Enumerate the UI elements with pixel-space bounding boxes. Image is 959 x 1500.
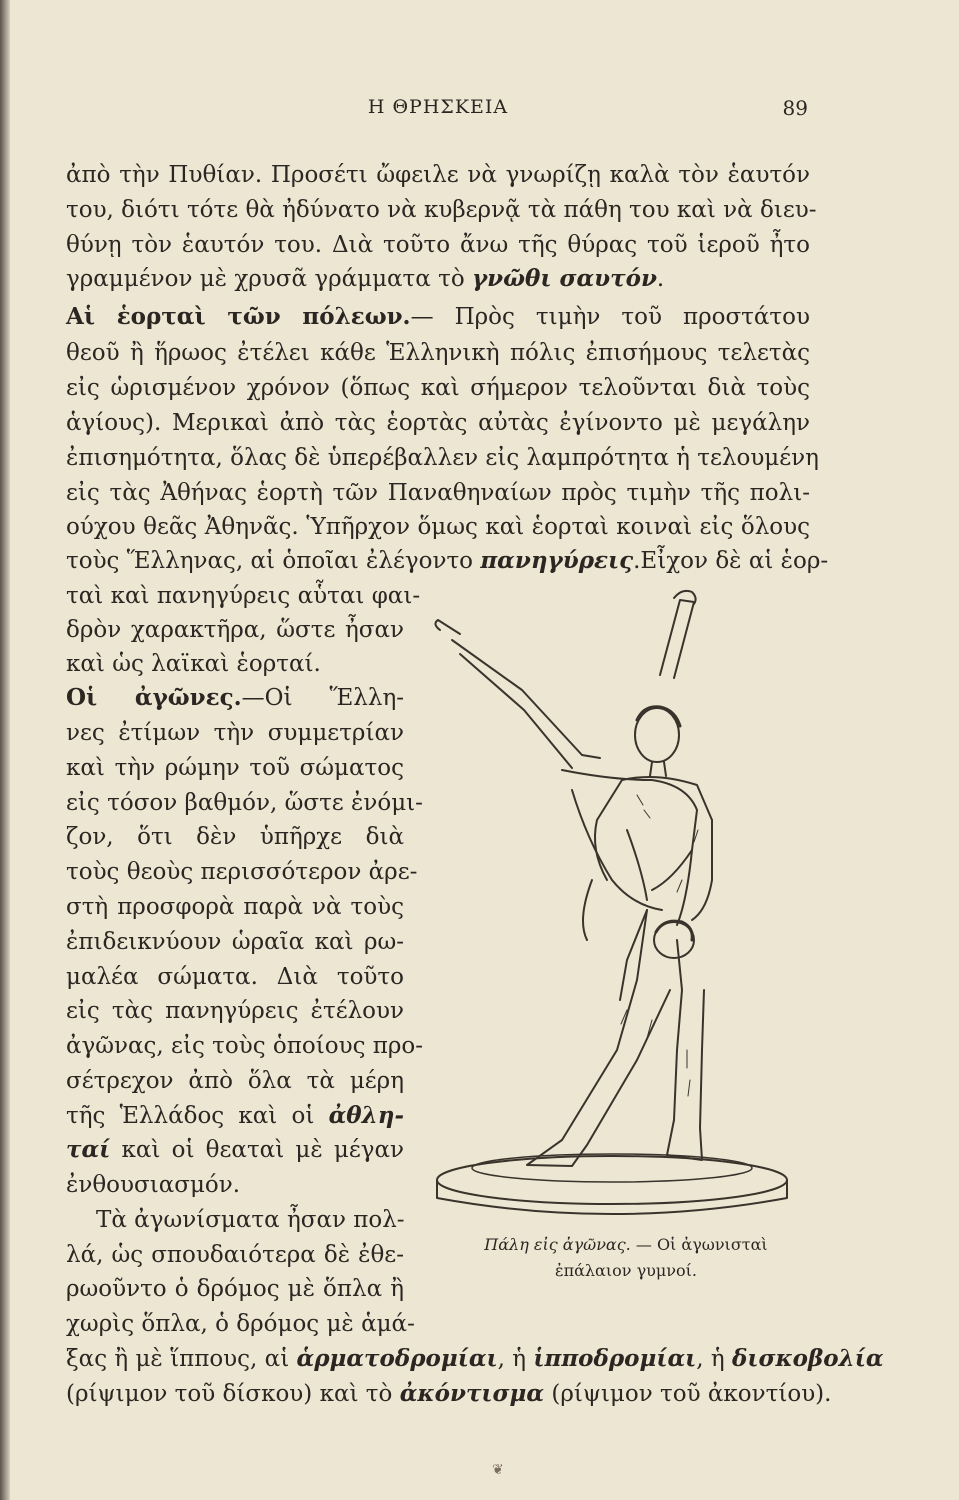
text-line: εἰς ὡρισμένον χρόνον (ὅπως καὶ σήμερον τελοῦνται διὰ τοὺς <box>66 375 810 401</box>
emphasized-term: πανηγύρεις <box>480 547 634 574</box>
emphasized-term: ἀθλη- <box>328 1102 404 1129</box>
text-line: μαλέα σώματα. Διὰ τοῦτο <box>66 964 404 990</box>
text-line: θεοῦ ἢ ἥρωος ἐτέλει κάθε Ἑλληνικὴ πόλις ἐπισήμους τελετὰς <box>66 340 810 366</box>
text-line: νες ἐτίμων τὴν συμμετρίαν <box>66 720 404 746</box>
page-ornament-mark: ❦ <box>492 1462 504 1478</box>
text-line: λά, ὡς σπουδαιότερα δὲ ἐθε- <box>66 1242 404 1268</box>
text-line: χωρὶς ὅπλα, ὁ δρόμος μὲ ἁμά- <box>66 1311 415 1337</box>
text-line: στὴ προσφορὰ παρὰ νὰ τοὺς <box>66 894 404 920</box>
text-line: ἀπὸ τὴν Πυθίαν. Προσέτι ὤφειλε νὰ γνωρίζῃ καλὰ τὸν ἑαυτόν <box>66 162 810 188</box>
section-heading-festivals: Αἱ ἑορταὶ τῶν πόλεων. <box>66 303 411 330</box>
text-line: σέτρεχον ἀπὸ ὅλα τὰ μέρη <box>66 1068 404 1094</box>
emphasized-term: ἱπποδρομίαι <box>533 1345 697 1372</box>
text-line: ἐνθουσιασμόν. <box>66 1172 241 1198</box>
emphasized-phrase: γνῶθι σαυτόν <box>472 265 657 292</box>
text-line: ταὶ καὶ πανηγύρεις αὗται φαι- <box>66 583 421 609</box>
text-line: ρωοῦντο ὁ δρόμος μὲ ὅπλα ἢ <box>66 1276 404 1302</box>
emphasized-term: ἀκόντισμα <box>399 1380 545 1407</box>
text-line: τῆς Ἑλλάδος καὶ οἱ ἀθλη- <box>66 1102 404 1129</box>
text-line: ἁγίους). Μερικαὶ ἀπὸ τὰς ἑορτὰς αὐτὰς ἐγίνοντο μὲ μεγάλην <box>66 410 810 436</box>
text-line: ἐπιδεικνύουν ὡραῖα καὶ ρω- <box>66 929 404 955</box>
book-binding-edge <box>0 0 10 1500</box>
text-line: ζον, ὅτι δὲν ὑπῆρχε διὰ <box>66 824 404 850</box>
text-line: δρὸν χαρακτῆρα, ὥστε ἦσαν <box>66 617 404 643</box>
emphasized-term: ἁρματοδρομίαι <box>296 1345 498 1372</box>
text-line: εἰς τόσον βαθμόν, ὥστε ἐνόμι- <box>66 790 423 816</box>
caption-title: Πάλη εἰς ἀγῶνας. <box>484 1235 631 1254</box>
section-heading-games: Οἱ ἀγῶνες. <box>66 684 242 711</box>
caption-line: Πάλη εἰς ἀγῶνας. — Οἱ ἀγωνισταὶ <box>484 1235 768 1254</box>
text-line: Αἱ ἑορταὶ τῶν πόλεων.— Πρὸς τιμὴν τοῦ προστάτου <box>66 303 810 330</box>
text-line: καὶ ὡς λαϊκαὶ ἑορταί. <box>66 651 321 677</box>
emphasized-term: ταί <box>66 1136 111 1163</box>
text-line: γραμμένον μὲ χρυσᾶ γράμματα τὸ γνῶθι σαυτόν. <box>66 265 665 292</box>
caption-line: ἐπάλαιον γυμνοί. <box>555 1261 697 1280</box>
running-head: Η ΘΡΗΣΚΕΙΑ <box>367 96 509 118</box>
text-line: του, διότι τότε θὰ ἠδύνατο νὰ κυβερνᾷ τὰ πάθη του καὶ νὰ διευ- <box>66 197 817 223</box>
text-line: τοὺς θεοὺς περισσότερον ἀρε- <box>66 859 418 885</box>
text-line: καὶ τὴν ρώμην τοῦ σώματος <box>66 755 404 781</box>
text-line: εἰς τὰς πανηγύρεις ἐτέλουν <box>66 998 404 1024</box>
text-line: εἰς τὰς Ἀθήνας ἑορτὴ τῶν Παναθηναίων πρὸς τιμὴν τῆς πολι- <box>66 480 810 506</box>
text-line: ούχου θεᾶς Ἀθηνᾶς. Ὑπῆρχον ὅμως καὶ ἑορταὶ κοιναὶ εἰς ὅλους <box>66 514 810 540</box>
emphasized-term: δισκοβολία <box>732 1345 884 1372</box>
text-line: ταί καὶ οἱ θεαταὶ μὲ μέγαν <box>66 1136 404 1163</box>
text-line: ἀγῶνας, εἰς τοὺς ὁποίους προ- <box>66 1033 424 1059</box>
text-line: ἐπισημότητα, ὅλας δὲ ὑπερέβαλλεν εἰς λαμπρότητα ἡ τελουμένη <box>66 445 819 471</box>
wrestlers-statue-illustration <box>412 580 812 1230</box>
figure-caption <box>436 1232 816 1284</box>
page-number: 89 <box>782 96 808 120</box>
text-line: τοὺς Ἕλληνας, αἱ ὁποῖαι ἐλέγοντο πανηγύρεις.Εἶχον δὲ αἱ ἑορ- <box>66 547 829 574</box>
text-line: ξας ἢ μὲ ἵππους, αἱ ἁρματοδρομίαι, ἡ ἱπποδρομίαι, ἡ δισκοβολία <box>66 1345 884 1372</box>
text-line: Οἱ ἀγῶνες.—Οἱ Ἕλλη- <box>66 684 404 711</box>
page-header <box>66 96 810 132</box>
text-line: (ρίψιμον τοῦ δίσκου) καὶ τὸ ἀκόντισμα (ρίψιμον τοῦ ἀκοντίου). <box>66 1380 832 1407</box>
text-line: Τὰ ἀγωνίσματα ἦσαν πολ- <box>96 1207 405 1233</box>
text-line: θύνῃ τὸν ἑαυτόν του. Διὰ τοῦτο ἄνω τῆς θύρας τοῦ ἱεροῦ ἦτο <box>66 232 810 258</box>
